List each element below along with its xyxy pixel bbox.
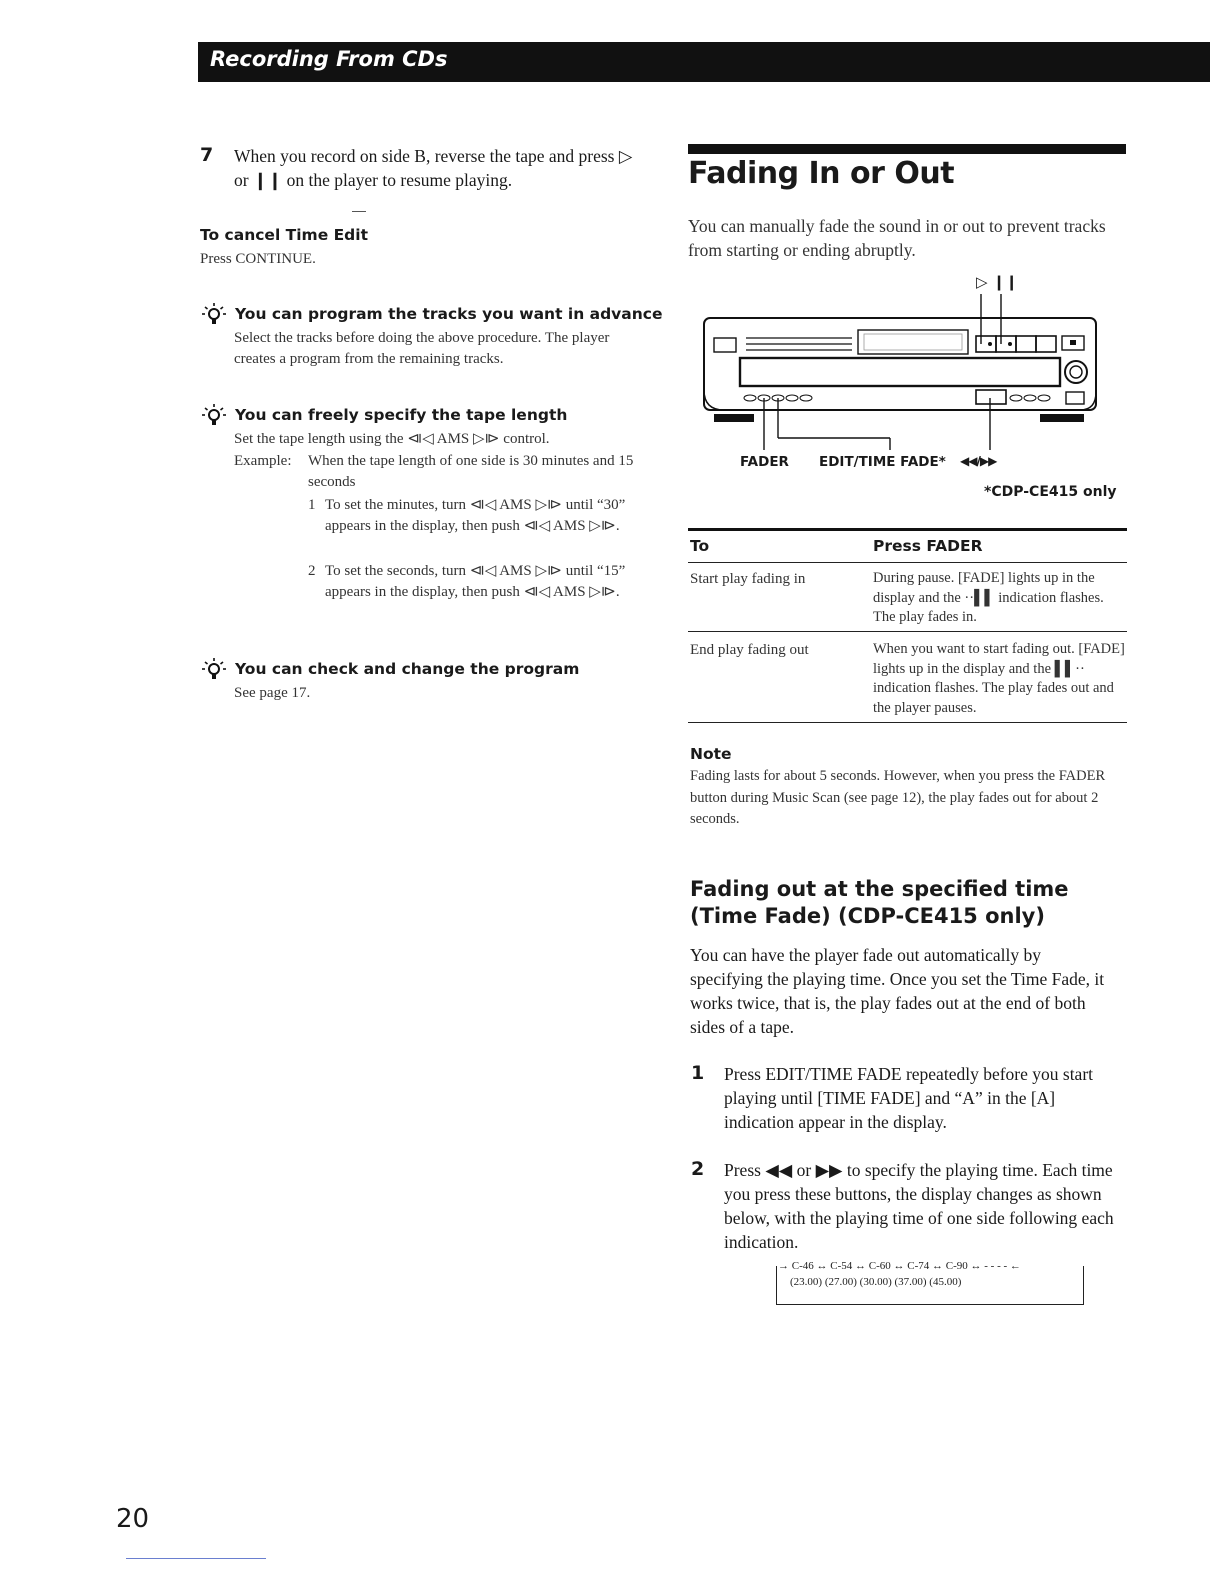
table-top-rule	[688, 528, 1127, 531]
time-fade-intro: You can have the player fade out automatically by specifying the playing time. Once you set the Time Fade, it works twice, that is, the play fades out at the end of both sides of a tape.	[690, 945, 1105, 1037]
table-row-2-to: End play fading out	[690, 642, 809, 658]
cd-player-front-panel-illustration	[700, 292, 1104, 452]
cancel-time-edit-title: To cancel Time Edit	[200, 226, 369, 244]
step-7-number: 7	[200, 144, 214, 166]
time-fade-title-line-1: Fading out at the specified time	[690, 877, 1069, 901]
example-item-2-text: To set the seconds, turn ⧏◁ AMS ▷⧐ until “15” appears in the display, then push ⧏◁ AMS ▷⧐.	[325, 563, 626, 600]
tip-check-program-title: You can check and change the program	[235, 660, 580, 678]
table-row-2-action: When you want to start fading out. [FADE] lights up in the display and the ▌▌·· indication flashes. The play fades out and the player pauses.	[873, 641, 1125, 716]
skip-buttons-label: ◀◀/▶▶	[960, 454, 997, 468]
example-label: Example:	[234, 453, 292, 469]
tip-tape-length-line1: Set the tape length using the ⧏◁ AMS ▷⧐ control.	[234, 431, 550, 447]
section-title: Recording From CDs	[210, 47, 448, 71]
tip-program-tracks-title: You can program the tracks you want in advance	[235, 305, 663, 323]
table-row-1-action: During pause. [FADE] lights up in the display and the ··▌▌ indication flashes. The play fades in.	[873, 570, 1104, 625]
table-header-to: To	[690, 537, 710, 555]
edit-time-fade-button-label: EDIT/TIME FADE*	[819, 454, 946, 470]
fading-intro: You can manually fade the sound in or out to prevent tracks from starting or ending abruptly.	[688, 216, 1106, 260]
time-fade-step-1-number: 1	[691, 1062, 705, 1084]
time-fade-section-title	[690, 876, 1069, 930]
table-row-1-to: Start play fading in	[690, 571, 806, 587]
table-header-press-fader: Press FADER	[873, 537, 983, 555]
note-text: Fading lasts for about 5 seconds. However, when you press the FADER button during Music Scan (see page 12), the play fades out for about 2 seconds.	[690, 768, 1106, 827]
table-header-rule	[688, 562, 1127, 563]
tape-length-sequence-labels: → C-46 ↔ C-54 ↔ C-60 ↔ C-74 ↔ C-90 ↔ - - - - ←	[778, 1260, 1021, 1272]
time-fade-step-2-text: Press ◀◀ or ▶▶ to specify the playing time. Each time you press these buttons, the display changes as shown below, with the playing time of one side following each indication.	[724, 1160, 1114, 1252]
page-number: 20	[116, 1504, 150, 1534]
time-fade-step-1-text: Press EDIT/TIME FADE repeatedly before you start playing until [TIME FADE] and “A” in the [A] indication appear in the display.	[724, 1064, 1094, 1132]
table-bottom-rule	[688, 722, 1127, 723]
tip-lightbulb-icon	[202, 402, 230, 430]
cancel-time-edit-text: Press CONTINUE.	[200, 251, 316, 267]
tip-lightbulb-icon	[202, 301, 230, 329]
time-fade-title-line-2: (Time Fade) (CDP-CE415 only)	[690, 904, 1045, 928]
tape-length-sequence-times: (23.00) (27.00) (30.00) (37.00) (45.00)	[790, 1276, 962, 1288]
model-footnote: *CDP-CE415 only	[984, 484, 1117, 500]
time-fade-step-2-number: 2	[691, 1158, 705, 1180]
example-text: When the tape length of one side is 30 minutes and 15 seconds	[308, 453, 634, 490]
fader-button-label: FADER	[740, 454, 789, 470]
tip-tape-length-title: You can freely specify the tape length	[235, 406, 568, 424]
note-title: Note	[690, 745, 732, 763]
example-item-2-number: 2	[308, 563, 316, 579]
tip-program-tracks-text: Select the tracks before doing the above procedure. The player creates a program from the remaining tracks.	[234, 330, 610, 367]
table-row-rule	[688, 631, 1127, 632]
example-item-1-number: 1	[308, 497, 316, 513]
section-rule	[688, 144, 1126, 154]
example-item-1-text: To set the minutes, turn ⧏◁ AMS ▷⧐ until “30” appears in the display, then push ⧏◁ AMS ▷⧐.	[325, 497, 626, 534]
short-divider	[352, 211, 366, 212]
play-pause-symbol-label: ▷ ❙❙	[976, 273, 1018, 291]
tip-lightbulb-icon	[202, 656, 230, 684]
tip-check-program-text: See page 17.	[234, 685, 311, 701]
step-7-text: When you record on side B, reverse the tape and press ▷ or ❙❙ on the player to resume playing.	[234, 146, 633, 190]
fading-section-title: Fading In or Out	[688, 156, 955, 191]
footer-rule	[126, 1558, 266, 1559]
